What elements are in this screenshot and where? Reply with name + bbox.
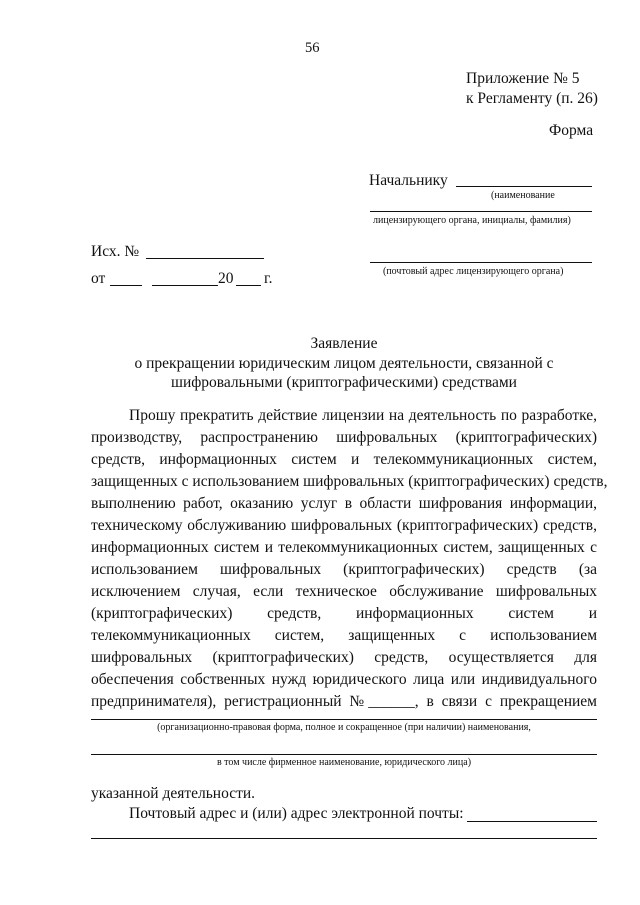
org-name-hint-2: в том числе фирменное наименование, юридического лица) xyxy=(216,757,472,768)
addressee-label: Начальнику xyxy=(369,172,448,189)
addressee-postal-line[interactable] xyxy=(370,262,592,263)
page-number: 56 xyxy=(305,40,320,56)
activity-text: указанной деятельности. xyxy=(91,785,256,802)
body-line: исключением случая, если техническое обслуживание шифровальных xyxy=(91,583,597,600)
body-line: информационных систем и телекоммуникационных систем, защищенных с xyxy=(91,539,597,556)
addressee-hint-3: (почтовый адрес лицензирующего органа) xyxy=(383,266,564,277)
body-line: обеспечения собственных нужд юридического лица или индивидуального xyxy=(91,671,597,688)
date-from-label: от xyxy=(91,270,106,287)
addressee-hint-1: (наименование xyxy=(491,190,555,201)
appendix-line-1: Приложение № 5 xyxy=(466,70,580,87)
addressee-org-line[interactable] xyxy=(370,211,592,212)
body-line: шифровальных (криптографических) средств, осуществляется для xyxy=(91,649,597,666)
org-name-hint: (организационно-правовая форма, полное и сокращенное (при наличии) наименования, xyxy=(157,722,531,733)
date-year-prefix: 20 xyxy=(218,270,234,287)
addressee-hint-2: лицензирующего органа, инициалы, фамилия) xyxy=(373,215,571,226)
date-day-line[interactable] xyxy=(110,285,142,286)
form-label: Форма xyxy=(549,122,594,139)
document-title-line-2: о прекращении юридическим лицом деятельности, связанной с xyxy=(134,355,554,372)
postal-address-line-2[interactable] xyxy=(91,838,597,839)
document-title: Заявление xyxy=(310,335,378,352)
org-name-line-2[interactable] xyxy=(91,754,597,755)
body-line: производству, распространению шифровальных (криптографических) xyxy=(91,429,597,446)
body-line: использованием шифровальных (криптографических) средств (за xyxy=(91,561,597,578)
postal-address-line[interactable] xyxy=(467,821,597,822)
outgoing-number-line[interactable] xyxy=(146,258,264,259)
body-line: телекоммуникационных систем, защищенных с использованием xyxy=(91,627,597,644)
addressee-name-line[interactable] xyxy=(456,186,592,187)
body-line: техническому обслуживанию шифровальных (криптографических) средств, xyxy=(91,517,597,534)
date-year-line[interactable] xyxy=(236,285,261,286)
body-line: защищенных с использованием шифровальных (криптографических) средств, xyxy=(91,473,608,490)
document-title-line-3: шифровальными (криптографическими) средствами xyxy=(171,374,517,391)
body-line: выполнению работ, оказанию услуг в области шифрования информации, xyxy=(91,495,597,512)
body-line: (криптографических) средств, информационных систем и xyxy=(91,605,597,622)
appendix-line-2: к Регламенту (п. 26) xyxy=(466,90,598,107)
body-line: Прошу прекратить действие лицензии на деятельность по разработке, xyxy=(129,407,597,424)
body-line: предпринимателя), регистрационный №______, в связи с прекращением xyxy=(91,693,597,710)
outgoing-number-label: Исх. № xyxy=(91,243,140,260)
org-name-line[interactable] xyxy=(91,719,597,720)
postal-address-label: Почтовый адрес и (или) адрес электронной почты: xyxy=(129,805,464,822)
date-year-suffix: г. xyxy=(264,270,273,287)
body-line: средств, информационных систем и телекоммуникационных систем, xyxy=(91,451,597,468)
date-month-line[interactable] xyxy=(152,285,218,286)
